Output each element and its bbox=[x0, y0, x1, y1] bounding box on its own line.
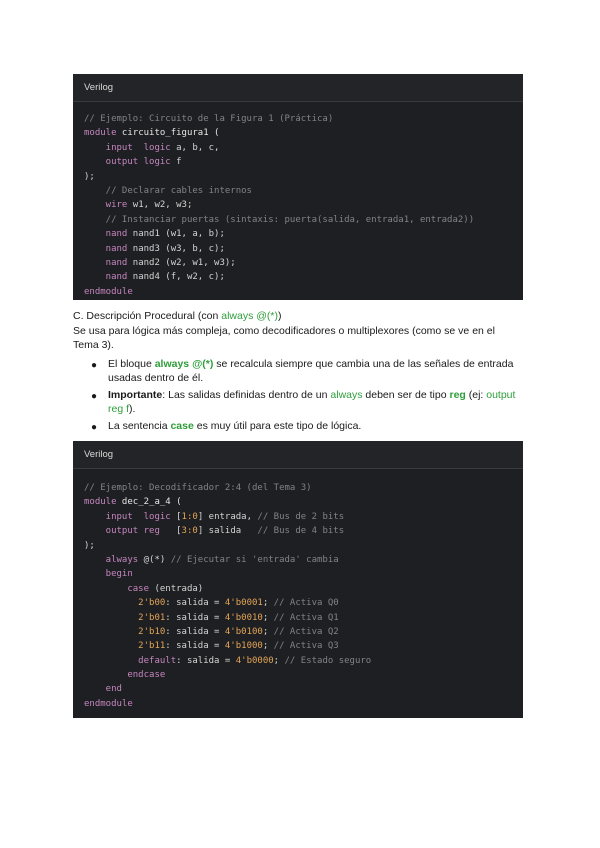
bullet-text-run: always bbox=[330, 389, 363, 401]
code-token: 4'b1000 bbox=[224, 641, 263, 652]
bullet-marker: ● bbox=[91, 391, 98, 402]
code-token: nand2 (w2, w1, w3); bbox=[127, 257, 236, 268]
code-token: ] entrada, bbox=[197, 511, 258, 522]
code-token: [ bbox=[159, 526, 182, 537]
code-token: endmodule bbox=[84, 698, 133, 709]
code-line bbox=[84, 112, 523, 126]
code-line bbox=[84, 495, 523, 509]
inline-code: always @(*) bbox=[221, 310, 278, 322]
bullet-text-run: always @(*) bbox=[154, 358, 214, 370]
code-token: // Ejemplo: Decodificador 2:4 (del Tema 3) bbox=[84, 483, 312, 493]
code-token: 4'b0001 bbox=[224, 598, 263, 609]
code-token: input logic bbox=[84, 142, 171, 153]
code-token: : salida = bbox=[165, 626, 225, 637]
code-token: // Bus de 4 bits bbox=[257, 526, 345, 537]
code-token: case bbox=[84, 583, 150, 594]
code-token: input logic bbox=[84, 511, 171, 522]
code-line bbox=[84, 524, 523, 538]
code-token: ; bbox=[262, 612, 274, 623]
code-token: output reg bbox=[84, 526, 160, 537]
code-token: endmodule bbox=[84, 286, 133, 297]
code-line bbox=[84, 682, 523, 696]
code-token: // Activa Q1 bbox=[273, 612, 339, 623]
code-line bbox=[84, 285, 523, 299]
code-token: ; bbox=[262, 626, 274, 637]
bullet-text bbox=[108, 420, 523, 434]
code-block-2 bbox=[73, 441, 523, 718]
code-token: endcase bbox=[84, 670, 166, 681]
code-token: output logic bbox=[84, 157, 171, 168]
code-token: 2'b11 bbox=[84, 641, 166, 652]
code-token: ); bbox=[84, 540, 95, 551]
code-token: module bbox=[84, 128, 117, 139]
bullet-text-run: (ej: bbox=[465, 389, 487, 401]
code-line bbox=[84, 510, 523, 524]
code-token: always bbox=[84, 554, 139, 565]
code-token: 4'b0000 bbox=[235, 655, 274, 666]
bullet-text-run: ). bbox=[129, 402, 136, 415]
code-line bbox=[84, 184, 523, 198]
code-token: default bbox=[84, 655, 177, 666]
code-token: ; bbox=[262, 641, 274, 652]
code-line bbox=[84, 639, 523, 653]
bullet-text-run: se recalcula siempre que cambia una de las señales de entrada usadas dentro de él. bbox=[108, 358, 514, 384]
bullet-text-run: : Las salidas definidas dentro de un bbox=[162, 389, 331, 401]
code-token: wire bbox=[84, 200, 128, 211]
code-token: 4'b0010 bbox=[224, 612, 263, 623]
code-token: [ bbox=[170, 511, 182, 522]
code-token: @(*) bbox=[138, 554, 171, 565]
code-line bbox=[84, 155, 523, 169]
code-token: circuito_figura1 ( bbox=[116, 128, 220, 139]
code-line bbox=[84, 697, 523, 711]
bullet-marker: ● bbox=[91, 422, 98, 433]
bullet-text-run: output reg f bbox=[108, 389, 516, 415]
code-line bbox=[84, 582, 523, 596]
code-content[interactable] bbox=[73, 469, 523, 711]
code-line bbox=[84, 539, 523, 553]
code-token: nand bbox=[84, 257, 128, 268]
code-token: : salida = bbox=[165, 598, 225, 609]
code-line bbox=[84, 242, 523, 256]
code-token: nand3 (w3, b, c); bbox=[127, 243, 225, 254]
code-token: end bbox=[84, 684, 122, 695]
code-line bbox=[84, 596, 523, 610]
code-token: a, b, c, bbox=[170, 142, 220, 153]
code-line bbox=[84, 567, 523, 581]
code-token: // Bus de 2 bits bbox=[257, 511, 345, 522]
code-token: nand bbox=[84, 272, 128, 283]
code-token: // Declarar cables internos bbox=[84, 185, 252, 196]
code-token: ] salida bbox=[197, 526, 258, 537]
bullet-text-run: deben ser de tipo bbox=[362, 389, 450, 401]
code-token: ; bbox=[273, 655, 285, 666]
bullet-text-run: case bbox=[170, 420, 194, 432]
bullet-text-run: La sentencia bbox=[108, 420, 171, 432]
code-token: w1, w2, w3; bbox=[127, 200, 193, 211]
code-token: module bbox=[84, 497, 117, 508]
code-token: // Ejemplo: Circuito de la Figura 1 (Práctica) bbox=[84, 114, 334, 124]
code-token: 1:0 bbox=[181, 511, 198, 522]
bullet-text bbox=[108, 358, 523, 385]
code-line bbox=[84, 198, 523, 212]
code-token: dec_2_a_4 ( bbox=[116, 497, 182, 508]
code-line bbox=[84, 256, 523, 270]
bullet-text-run: es muy útil para este tipo de lógica. bbox=[193, 420, 362, 432]
code-line bbox=[84, 213, 523, 227]
code-line bbox=[84, 141, 523, 155]
code-token: // Activa Q2 bbox=[273, 626, 339, 637]
bullet-text-run: reg bbox=[449, 389, 466, 401]
code-block-1 bbox=[73, 74, 523, 300]
code-token: f bbox=[170, 157, 182, 168]
bullet-marker: ● bbox=[91, 360, 98, 371]
bullet-text-run: Importante bbox=[108, 389, 163, 401]
code-token: // Instanciar puertas (sintaxis: puerta(salida, entrada1, entrada2)) bbox=[84, 214, 475, 225]
section-heading: C. Descripción Procedural (con always @(*)) bbox=[73, 310, 282, 322]
code-line bbox=[84, 611, 523, 625]
code-token: 4'b0100 bbox=[224, 626, 263, 637]
code-language-label: Verilog bbox=[73, 74, 523, 102]
section-intro: Se usa para lógica más compleja, como decodificadores o multiplexores (como se ve en el Tema 3). bbox=[73, 325, 495, 351]
code-line bbox=[84, 170, 523, 184]
code-token: 2'b10 bbox=[84, 626, 166, 637]
bullet-text-run: El bloque bbox=[108, 358, 155, 370]
code-language-label: Verilog bbox=[73, 441, 523, 469]
code-token: // Estado seguro bbox=[284, 655, 372, 666]
code-line bbox=[84, 227, 523, 241]
code-token: nand4 (f, w2, c); bbox=[127, 272, 225, 283]
code-token: (entrada) bbox=[149, 583, 204, 594]
code-token: ; bbox=[262, 598, 274, 609]
code-token: begin bbox=[84, 569, 133, 580]
code-token: // Ejecutar si 'entrada' cambia bbox=[170, 554, 339, 565]
bullet-text bbox=[108, 389, 523, 416]
code-token: nand1 (w1, a, b); bbox=[127, 229, 225, 240]
code-line bbox=[84, 126, 523, 140]
code-line bbox=[84, 625, 523, 639]
code-token: : salida = bbox=[176, 655, 236, 666]
code-token: nand bbox=[84, 243, 128, 254]
code-token: ); bbox=[84, 171, 95, 182]
code-line bbox=[84, 553, 523, 567]
code-token: : salida = bbox=[165, 612, 225, 623]
code-token: // Activa Q0 bbox=[273, 598, 339, 609]
code-line bbox=[84, 654, 523, 668]
code-token: 2'b00 bbox=[84, 598, 166, 609]
code-content[interactable] bbox=[73, 102, 523, 299]
code-token: 2'b01 bbox=[84, 612, 166, 623]
code-token: nand bbox=[84, 229, 128, 240]
code-line bbox=[84, 668, 523, 682]
code-line bbox=[84, 270, 523, 284]
code-token: 3:0 bbox=[181, 526, 198, 537]
code-line bbox=[84, 481, 523, 495]
code-token: : salida = bbox=[165, 641, 225, 652]
code-token: // Activa Q3 bbox=[273, 641, 339, 652]
